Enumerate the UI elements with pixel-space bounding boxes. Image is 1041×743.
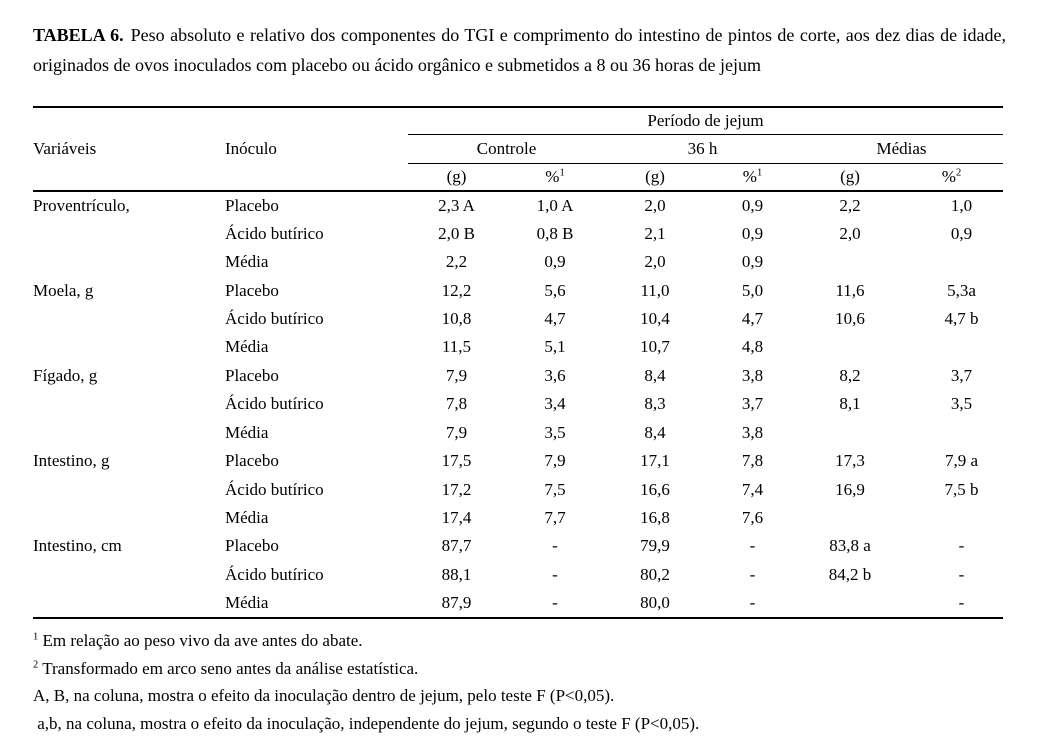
row-variable-cell: [33, 305, 225, 333]
value-cell: 16,8: [640, 508, 670, 528]
value-cell: 87,7: [441, 536, 472, 556]
value-cell: -: [505, 589, 605, 617]
row-inoculo-cell: Ácido butírico: [225, 479, 324, 499]
row-inoculo-cell: Ácido butírico: [225, 308, 324, 328]
value-cell: 3,5: [544, 422, 566, 442]
value-cell: 80,2: [640, 564, 670, 584]
value-cell: 80,0: [605, 589, 705, 617]
value-cell: 16,9: [835, 479, 865, 499]
value-cell: [800, 504, 900, 532]
row-inoculo-cell: Placebo: [225, 195, 279, 215]
value-cell: 3,4: [544, 394, 566, 414]
value-cell: 11,0: [640, 280, 670, 300]
value-cell: 1,0: [950, 195, 973, 215]
value-cell: -: [958, 536, 965, 556]
value-cell: 2,0 B: [438, 223, 475, 243]
value-cell: -: [552, 536, 558, 556]
value-cell: 17,1: [640, 451, 670, 471]
value-cell: 10,7: [640, 337, 670, 357]
value-cell: 79,9: [640, 536, 670, 556]
col-group-controle: Controle: [408, 134, 605, 163]
value-cell: 5,6: [544, 280, 566, 300]
row-inoculo-cell: Ácido butírico: [225, 564, 324, 584]
subcol-header: (g): [605, 163, 705, 191]
table-row: [33, 589, 1003, 617]
row-inoculo-cell: Ácido butírico: [225, 223, 324, 243]
value-cell: 7,4: [741, 479, 764, 499]
value-cell: [900, 419, 1003, 447]
footnote-line: $^2$ Transformado em arco seno antes da análise estatística.: [33, 658, 419, 678]
table-row: [33, 532, 1003, 560]
value-cell: 84,2 b: [828, 564, 872, 584]
row-variable-cell: [33, 475, 225, 503]
value-cell: [900, 248, 1003, 276]
value-cell: 11,6: [835, 280, 865, 300]
table-row: [33, 475, 1003, 503]
table-row: [33, 362, 1003, 390]
table-row: [33, 504, 1003, 532]
col-header-variaveis: Variáveis: [33, 138, 97, 158]
footnote-line: a,b, na coluna, mostra o efeito da inoculação, independente do jejum, segundo o teste F (P<0,05).: [33, 713, 700, 733]
value-cell: 7,9: [445, 365, 468, 385]
value-cell: 17,2: [441, 479, 472, 499]
value-cell: 0,8 B: [536, 223, 574, 243]
value-cell: 16,6: [640, 479, 670, 499]
value-cell: 3,6: [544, 365, 566, 385]
row-variable-cell: [33, 589, 225, 617]
row-inoculo-cell: Placebo: [225, 280, 279, 300]
value-cell: 0,9: [741, 252, 764, 272]
footnote-line: $^1$ Em relação ao peso vivo da ave antes do abate.: [33, 631, 363, 650]
table-row: [33, 561, 1003, 589]
header-spacer: [33, 107, 408, 134]
value-cell: 17,4: [441, 508, 472, 528]
value-cell: 4,8: [741, 337, 764, 357]
table-row: [33, 191, 1003, 219]
value-cell: 11,5: [441, 337, 472, 357]
table-row: [33, 248, 1003, 276]
value-cell: -: [749, 564, 756, 584]
value-cell: [800, 248, 900, 276]
value-cell: 3,7: [950, 365, 973, 385]
value-cell: 2,0: [839, 223, 861, 243]
row-inoculo-cell: Média: [225, 252, 269, 272]
row-variable-cell: Proventrículo,: [33, 195, 130, 215]
subcol-header: %$^1$: [505, 163, 605, 191]
value-cell: -: [900, 589, 1003, 617]
value-cell: 17,3: [835, 451, 865, 471]
row-variable-cell: Moela, g: [33, 280, 94, 300]
value-cell: 7,5: [544, 479, 566, 499]
value-cell: 2,2: [839, 195, 861, 215]
value-cell: 7,9: [544, 451, 566, 471]
value-cell: 2,0: [644, 195, 666, 215]
value-cell: 8,1: [839, 394, 861, 414]
row-variable-cell: [33, 248, 225, 276]
value-cell: 5,0: [741, 280, 764, 300]
value-cell: 2,1: [644, 223, 666, 243]
period-header-row: [33, 107, 1003, 134]
value-cell: [800, 589, 900, 617]
value-cell: 7,6: [741, 508, 764, 528]
row-variable-cell: Intestino, cm: [33, 536, 122, 556]
table-row: [33, 419, 1003, 447]
value-cell: 5,3a: [947, 280, 976, 300]
footnotes: [33, 627, 1013, 737]
value-cell: 7,9: [445, 422, 468, 442]
value-cell: [800, 333, 900, 361]
value-cell: [900, 333, 1003, 361]
value-cell: 8,4: [644, 365, 666, 385]
value-cell: 3,7: [741, 394, 764, 414]
row-variable-cell: Intestino, g: [33, 451, 110, 471]
table-caption-label: TABELA 6.: [33, 25, 124, 45]
value-cell: 12,2: [441, 280, 472, 300]
subcol-header: %$^1$: [705, 163, 800, 191]
value-cell: -: [552, 564, 558, 584]
row-variable-cell: [33, 561, 225, 589]
header-spacer: [33, 163, 225, 191]
value-cell: 87,9: [408, 589, 505, 617]
subcol-header: (g): [800, 163, 900, 191]
value-cell: 3,5: [950, 394, 973, 414]
group-header-row: [33, 134, 1003, 163]
row-variable-cell: Fígado, g: [33, 365, 98, 385]
value-cell: -: [705, 589, 800, 617]
subcol-header: (g): [408, 163, 505, 191]
row-inoculo-cell: Placebo: [225, 365, 279, 385]
footnote-line: A, B, na coluna, mostra o efeito da inoculação dentro de jejum, pelo teste F (P<0,05).: [33, 686, 615, 705]
row-variable-cell: [33, 333, 225, 361]
value-cell: 4,7 b: [944, 308, 979, 328]
value-cell: 83,8 a: [829, 536, 871, 556]
value-cell: 3,8: [741, 422, 764, 442]
value-cell: [900, 504, 1003, 532]
value-cell: 10,6: [835, 308, 865, 328]
table-row: [33, 219, 1003, 247]
value-cell: 8,2: [839, 365, 861, 385]
value-cell: 10,8: [441, 308, 472, 328]
row-inoculo-cell: Placebo: [225, 451, 279, 471]
value-cell: [800, 419, 900, 447]
row-inoculo-cell: Média: [225, 337, 269, 357]
value-cell: 10,4: [640, 308, 670, 328]
table-caption: [33, 20, 1006, 80]
col-header-inoculo: Inóculo: [225, 138, 277, 158]
col-group-medias: Médias: [800, 134, 1003, 163]
value-cell: 8,3: [644, 394, 666, 414]
value-cell: -: [749, 536, 756, 556]
row-variable-cell: [33, 390, 225, 418]
value-cell: 4,7: [741, 308, 764, 328]
value-cell: 2,2: [445, 252, 468, 272]
row-inoculo-cell: Ácido butírico: [225, 394, 324, 414]
value-cell: 1,0 A: [536, 195, 574, 215]
value-cell: 2,0: [644, 252, 666, 272]
table-row: [33, 390, 1003, 418]
row-inoculo-cell: Placebo: [225, 536, 279, 556]
value-cell: 88,1: [441, 564, 472, 584]
value-cell: 7,7: [544, 508, 566, 528]
row-inoculo-cell: Média: [225, 508, 269, 528]
table-caption-text: Peso absoluto e relativo dos componentes do TGI e comprimento do intestino de pintos de corte, aos dez dias de idade, originados de ovos inoculados com placebo ou ácido orgânico e submetidos a 8 ou 36 horas de jejum: [33, 25, 1006, 75]
table-row: [33, 276, 1003, 304]
value-cell: 7,9 a: [944, 451, 979, 471]
value-cell: 0,9: [950, 223, 973, 243]
header-spacer: [225, 163, 408, 191]
value-cell: 0,9: [741, 195, 764, 215]
row-variable-cell: [33, 419, 225, 447]
value-cell: 8,4: [644, 422, 666, 442]
value-cell: 7,8: [741, 451, 764, 471]
value-cell: -: [958, 564, 965, 584]
row-inoculo-cell: Média: [225, 422, 269, 442]
subcol-header-row: [33, 163, 1003, 191]
value-cell: 0,9: [544, 252, 566, 272]
value-cell: 17,5: [441, 451, 472, 471]
value-cell: 7,8: [445, 394, 468, 414]
data-table: [33, 106, 1003, 619]
value-cell: 3,8: [741, 365, 764, 385]
value-cell: 0,9: [741, 223, 764, 243]
col-group-36h: 36 h: [605, 134, 800, 163]
value-cell: 7,5 b: [944, 479, 979, 499]
value-cell: 4,7: [544, 308, 566, 328]
value-cell: 5,1: [544, 337, 566, 357]
table-row: [33, 333, 1003, 361]
row-inoculo-cell: Média: [225, 589, 408, 617]
row-variable-cell: [33, 219, 225, 247]
subcol-header: %$^2$: [900, 163, 1003, 191]
table-row: [33, 447, 1003, 475]
row-variable-cell: [33, 504, 225, 532]
value-cell: 2,3 A: [438, 195, 475, 215]
table-row: [33, 305, 1003, 333]
period-header: Período de jejum: [408, 107, 1003, 134]
